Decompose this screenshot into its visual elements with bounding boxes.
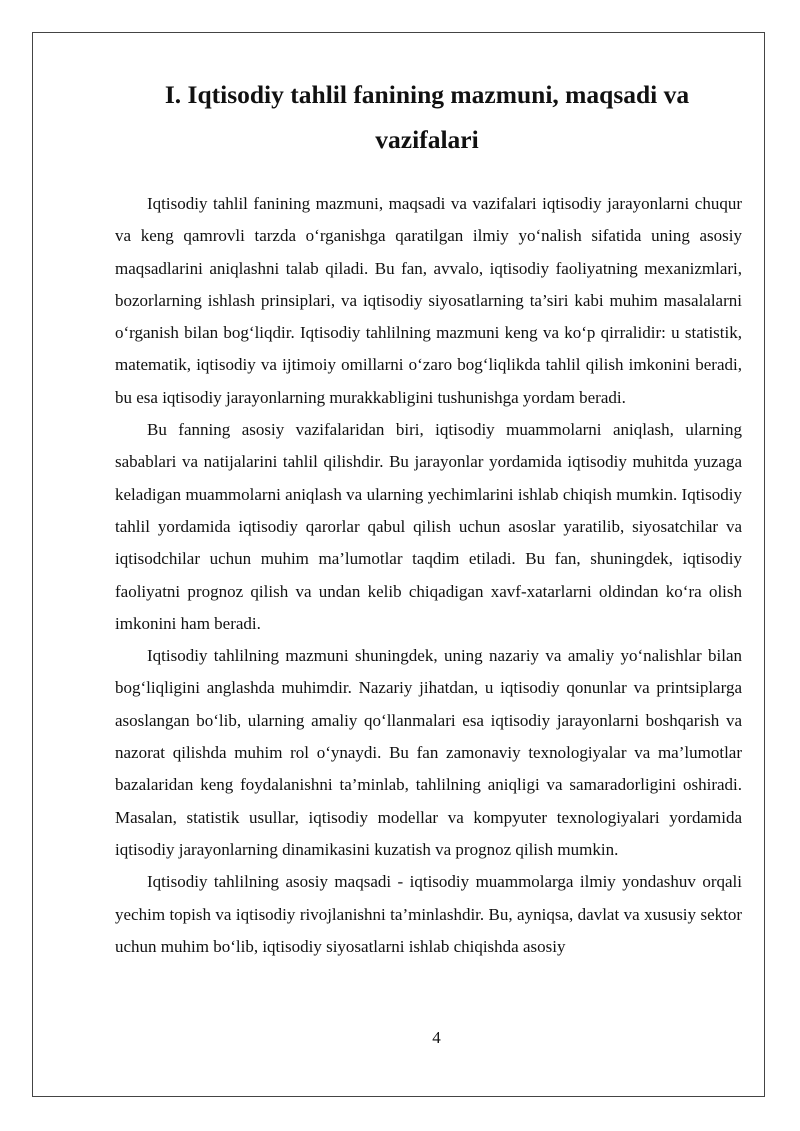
paragraph: Iqtisodiy tahlilning mazmuni shuningdek, uning nazariy va amaliy yo‘nalishlar bilan bog‘liqligini anglashda muhimdir. Nazariy jihatdan, u iqtisodiy qonunlar va printsiplarga asoslangan bo‘lib, ularning amaliy qo‘llanmalari esa iqtisodiy jarayonlarni boshqarish va nazorat qilishda muhim rol o‘ynaydi. Bu fan zamonaviy texnologiyalar va ma’lumotlar bazalaridan keng foydalanishni ta’minlab, tahlilning aniqligi va samaradorligini oshiradi. Masalan, statistik usullar, iqtisodiy modellar va kompyuter texnologiyalari yordamida iqtisodiy jarayonlarning dinamikasini kuzatish va prognoz qilish mumkin. xyxy=(115,646,742,859)
paragraph: Iqtisodiy tahlilning asosiy maqsadi - iqtisodiy muammolarga ilmiy yondashuv orqali yechim topish va iqtisodiy rivojlanishni ta’minlashdir. Bu, ayniqsa, davlat va xususiy sektor uchun muhim bo‘lib, iqtisodiy siyosatlarni ishlab chiqishda asosiy xyxy=(115,872,742,956)
page-number: 4 xyxy=(432,1028,441,1047)
paragraph: Bu fanning asosiy vazifalaridan biri, iqtisodiy muammolarni aniqlash, ularning sabablari va natijalarini tahlil qilishdir. Bu jarayonlar yordamida iqtisodiy muhitda yuzaga keladigan muammolarni aniqlash va ularning yechimlarini ishlab chiqish mumkin. Iqtisodiy tahlil yordamida iqtisodiy qarorlar qabul qilish uchun asoslar yaratilib, siyosatchilar va iqtisodchilar uchun muhim ma’lumotlar taqdim etiladi. Bu fan, shuningdek, iqtisodiy faoliyatni prognoz qilish va undan kelib chiqadigan xavf-xatarlarni oldindan ko‘ra olish imkonini ham beradi. xyxy=(115,420,742,633)
paragraph: Iqtisodiy tahlil fanining mazmuni, maqsadi va vazifalari iqtisodiy jarayonlarni chuqur va keng qamrovli tarzda o‘rganishga qaratilgan ilmiy yo‘nalish sifatida uning asosiy maqsadlarini aniqlashni talab qiladi. Bu fan, avvalo, iqtisodiy faoliyatning mexanizmlari, bozorlarning ishlash prinsiplari, va iqtisodiy siyosatlarning ta’siri kabi muhim masalalarni o‘rganish bilan bog‘liqdir. Iqtisodiy tahlilning mazmuni keng va ko‘p qirralidir: u statistik, matematik, iqtisodiy va ijtimoiy omillarni o‘zaro bog‘liqlikda tahlil qilish imkonini beradi, bu esa iqtisodiy jarayonlarning murakkabligini tushunishga yordam beradi. xyxy=(115,194,742,407)
body-text xyxy=(115,188,742,963)
page-title: I. Iqtisodiy tahlil fanining mazmuni, maqsadi va vazifalari xyxy=(164,80,690,154)
